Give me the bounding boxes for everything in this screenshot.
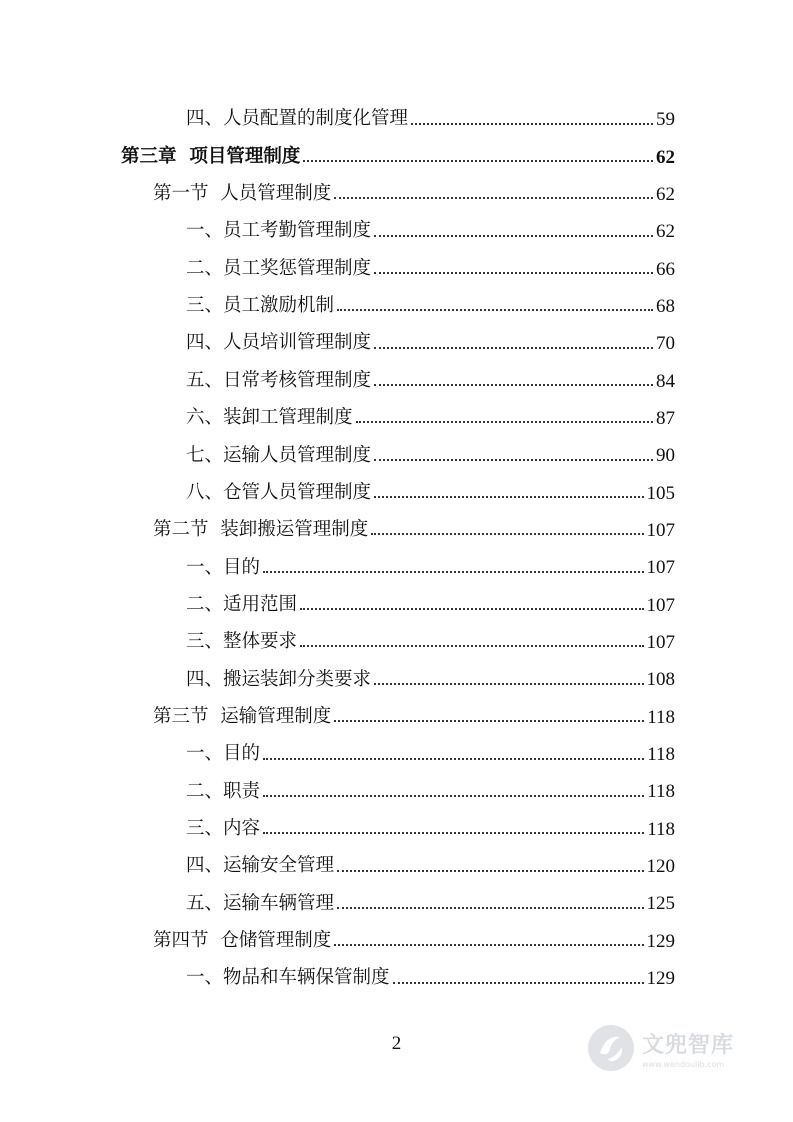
- wendou-logo-icon: [586, 1023, 636, 1073]
- toc-entry-title: 第三章 项目管理制度: [121, 145, 301, 167]
- toc-entry-title: 二、职责: [186, 780, 261, 802]
- toc-entry-line: [186, 745, 675, 764]
- toc-entry-page: 90: [656, 445, 675, 467]
- toc-entry-line: [186, 446, 675, 465]
- toc-entry[interactable]: [0, 811, 793, 848]
- toc-leader-dots: [374, 272, 653, 274]
- toc-entry-title: 第二节 装卸搬运管理制度: [153, 519, 369, 541]
- toc-entry-page: 125: [646, 893, 675, 915]
- toc-entry-line: [153, 705, 675, 728]
- toc-leader-dots: [374, 496, 643, 498]
- toc-entry-line: [186, 369, 675, 392]
- watermark-text: [642, 1028, 734, 1069]
- toc-entry[interactable]: [0, 138, 793, 175]
- toc-entry[interactable]: [0, 661, 793, 698]
- toc-entry[interactable]: [0, 250, 793, 287]
- toc-entry[interactable]: [0, 176, 793, 213]
- toc-entry[interactable]: [0, 960, 793, 997]
- toc-entry-title: 三、整体要求: [186, 631, 298, 653]
- toc-leader-dots: [337, 870, 643, 872]
- toc-entry-title: 七、运输人员管理制度: [186, 444, 372, 466]
- toc-entry-page: 107: [646, 594, 675, 616]
- toc-entry-page: 105: [646, 482, 675, 504]
- toc-entry[interactable]: [0, 288, 793, 325]
- toc-leader-dots: [374, 235, 653, 237]
- toc-entry-page: 87: [656, 407, 675, 429]
- toc-leader-dots: [334, 720, 644, 722]
- toc-leader-dots: [356, 421, 653, 423]
- watermark-url: www.wendoulib.com: [642, 1059, 725, 1069]
- toc-leader-dots: [371, 533, 643, 535]
- toc-entry-page: 62: [656, 146, 675, 168]
- toc-entry-title: 一、物品和车辆保管制度: [186, 967, 390, 989]
- toc-leader-dots: [334, 197, 653, 199]
- toc-entry-line: [186, 222, 675, 241]
- toc-entry-title: 五、日常考核管理制度: [186, 369, 372, 391]
- toc-entry-line: [186, 409, 675, 428]
- toc-leader-dots: [300, 645, 643, 647]
- toc-entry[interactable]: [0, 848, 793, 885]
- watermark-name: 文兜智库: [642, 1032, 735, 1058]
- toc-entry-title: 第四节 仓储管理制度: [153, 929, 332, 951]
- toc-entry[interactable]: [0, 885, 793, 922]
- toc-leader-dots: [393, 982, 644, 984]
- toc-entry-title: 一、员工考勤管理制度: [186, 220, 372, 242]
- toc-entry[interactable]: [0, 474, 793, 511]
- toc-entry-page: 59: [656, 109, 675, 131]
- toc-entry-page: 118: [647, 744, 675, 766]
- toc-entry[interactable]: [0, 362, 793, 399]
- toc-entry[interactable]: [0, 325, 793, 362]
- toc-entry-title: 二、适用范围: [186, 593, 298, 615]
- toc-entry-title: 八、仓管人员管理制度: [186, 481, 372, 503]
- toc-entry-title: 四、搬运装卸分类要求: [186, 668, 372, 690]
- toc-entry-title: 三、内容: [186, 817, 261, 839]
- toc-entry-page: 108: [646, 669, 675, 691]
- toc-entry-title: 二、员工奖惩管理制度: [186, 257, 372, 279]
- table-of-contents: [0, 101, 793, 997]
- toc-entry[interactable]: [0, 699, 793, 736]
- toc-entry-page: 70: [656, 333, 675, 355]
- toc-leader-dots: [337, 309, 653, 311]
- toc-entry[interactable]: [0, 586, 793, 623]
- toc-entry-page: 107: [646, 631, 675, 653]
- toc-entry-line: [153, 521, 675, 540]
- watermark: [586, 1020, 756, 1076]
- toc-entry-title: 六、装卸工管理制度: [186, 407, 353, 429]
- toc-entry[interactable]: [0, 923, 793, 960]
- toc-entry-page: 118: [647, 781, 675, 803]
- toc-entry-page: 107: [646, 519, 675, 541]
- toc-entry-page: 62: [656, 221, 675, 243]
- toc-leader-dots: [300, 608, 643, 610]
- toc-entry[interactable]: [0, 437, 793, 474]
- toc-entry-line: [186, 110, 675, 129]
- toc-entry-page: 68: [656, 295, 675, 317]
- toc-leader-dots: [374, 683, 643, 685]
- toc-leader-dots: [374, 384, 653, 386]
- toc-entry-line: [186, 334, 675, 353]
- toc-leader-dots: [263, 758, 644, 760]
- toc-entry-page: 120: [646, 856, 675, 878]
- toc-entry-title: 四、人员配置的制度化管理: [186, 108, 409, 130]
- toc-entry[interactable]: [0, 400, 793, 437]
- toc-entry-line: [186, 817, 675, 840]
- toc-leader-dots: [263, 795, 644, 797]
- toc-entry-page: 66: [656, 258, 675, 280]
- toc-entry-line: [186, 894, 675, 913]
- toc-entry-title: 四、运输安全管理: [186, 855, 335, 877]
- toc-entry[interactable]: [0, 624, 793, 661]
- toc-entry-title: 四、人员培训管理制度: [186, 332, 372, 354]
- toc-entry-page: 107: [646, 557, 675, 579]
- toc-entry-line: [186, 782, 675, 801]
- toc-leader-dots: [303, 160, 653, 162]
- toc-entry-title: 一、目的: [186, 556, 261, 578]
- toc-entry-line: [186, 969, 675, 988]
- toc-leader-dots: [263, 832, 644, 834]
- toc-leader-dots: [263, 571, 643, 573]
- toc-entry-line: [186, 593, 675, 616]
- toc-entry-line: [186, 257, 675, 280]
- toc-entry-page: 84: [656, 370, 675, 392]
- toc-entry-line: [121, 145, 675, 168]
- toc-leader-dots: [374, 459, 653, 461]
- toc-entry-title: 五、运输车辆管理: [186, 892, 335, 914]
- toc-entry-page: 118: [647, 818, 675, 840]
- toc-leader-dots: [411, 123, 653, 125]
- toc-entry-line: [186, 670, 675, 689]
- toc-entry-line: [186, 857, 675, 876]
- toc-leader-dots: [334, 944, 643, 946]
- toc-entry-page: 129: [646, 968, 675, 990]
- toc-entry-page: 62: [656, 183, 675, 205]
- toc-entry-line: [186, 633, 675, 652]
- toc-entry[interactable]: [0, 213, 793, 250]
- toc-entry-title: 第三节 运输管理制度: [153, 705, 332, 727]
- toc-entry-line: [186, 481, 675, 504]
- toc-entry[interactable]: [0, 101, 793, 138]
- toc-entry-page: 129: [646, 930, 675, 952]
- toc-entry-page: 118: [647, 706, 675, 728]
- toc-entry[interactable]: [0, 736, 793, 773]
- page-number: 2: [391, 1033, 402, 1054]
- toc-leader-dots: [337, 907, 643, 909]
- toc-entry[interactable]: [0, 549, 793, 586]
- toc-entry-line: [186, 558, 675, 577]
- toc-entry-title: 一、目的: [186, 743, 261, 765]
- toc-entry[interactable]: [0, 512, 793, 549]
- toc-leader-dots: [374, 347, 653, 349]
- toc-entry-title: 三、员工激励机制: [186, 295, 335, 317]
- toc-entry-title: 第一节 人员管理制度: [153, 183, 332, 205]
- toc-entry-line: [153, 185, 675, 204]
- toc-entry[interactable]: [0, 773, 793, 810]
- toc-entry-line: [186, 297, 675, 316]
- toc-entry-line: [153, 929, 675, 952]
